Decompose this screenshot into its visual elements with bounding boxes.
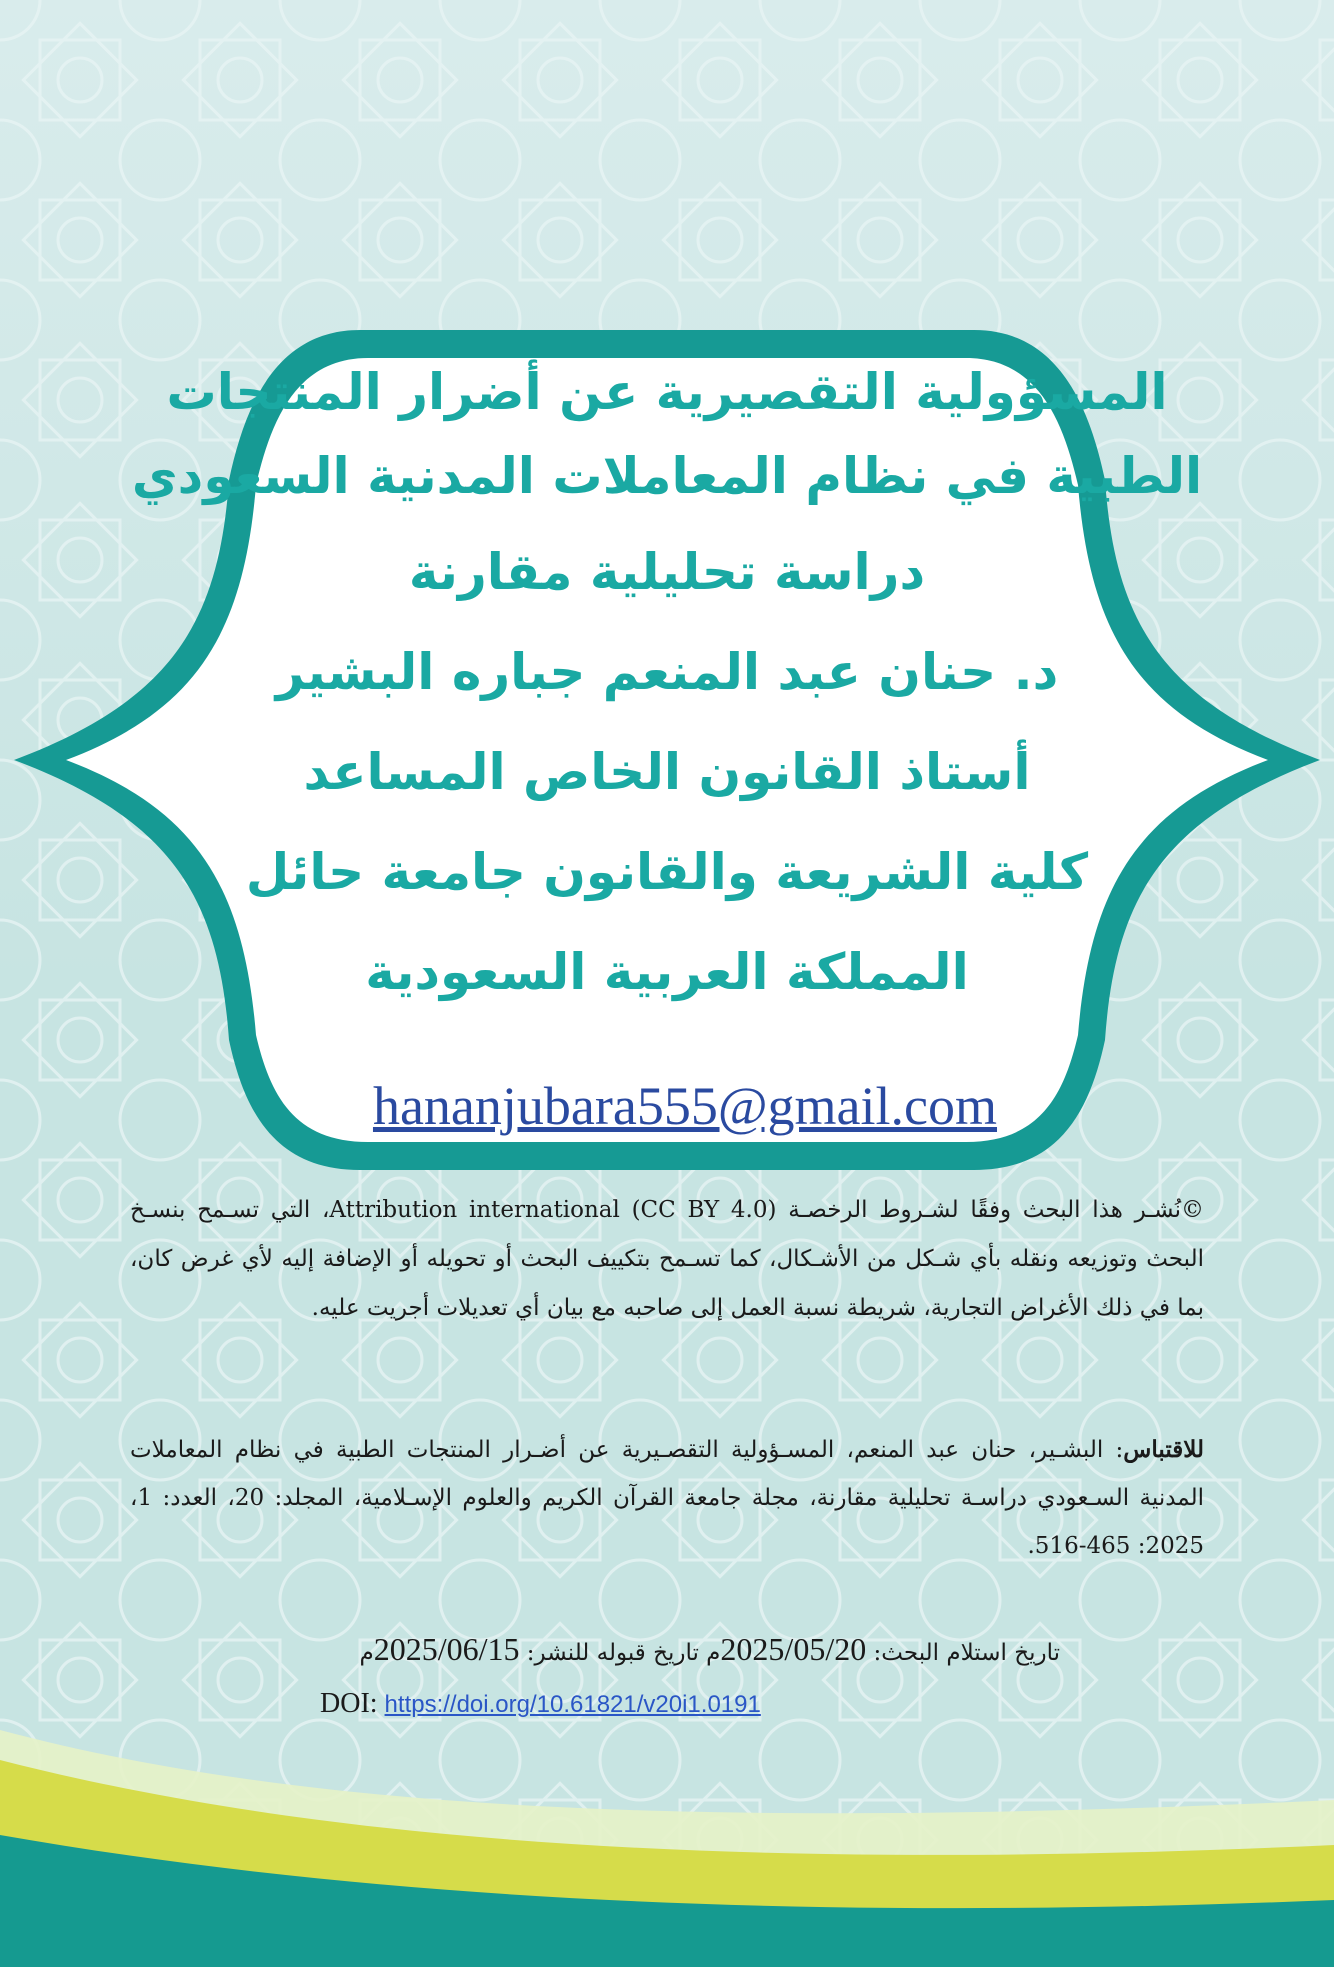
citation-label: للاقتباس (1123, 1436, 1204, 1463)
article-title-line-1: المسؤولية التقصيرية عن أضرار المنتجات (166, 363, 1168, 421)
author-college: كلية الشريعة والقانون جامعة حائل (245, 843, 1089, 901)
author-email-link[interactable]: hananjubara555@gmail.com (372, 1076, 998, 1136)
submission-dates (240, 1624, 1060, 1678)
author-position: أستاذ القانون الخاص المساعد (303, 743, 1031, 801)
citation-text: : البشـير، حنان عبد المنعم، المسـؤولية التقصـيرية عن أضـرار المنتجات الطبية في نظام المعاملات المدنية السـعودي دراسـة تحليلية مقارنة، مجلة جامعة القرآن الكريم والعلوم الإسـلامية، المجلد: 20، العدد: 1، 2025: 465-516. (130, 1437, 1205, 1559)
doi-line (320, 1684, 1020, 1725)
author-name: د. حنان عبد المنعم جباره البشير (275, 643, 1059, 701)
article-subtitle: دراسة تحليلية مقارنة (408, 543, 926, 601)
title-block (130, 360, 1204, 1040)
received-label: تاريخ استلام البحث: (866, 1640, 1060, 1666)
received-date: 2025/05/20 (720, 1631, 867, 1667)
accepted-date: 2025/06/15 (373, 1631, 520, 1667)
license-paragraph: ©نُشـر هذا البحث وفقًا لشـروط الرخصـة (Attribution international (CC BY 4.0، التي تسـمح بنسـخ البحث وتوزيعه ونقله بأي شـكل من الأشـكال، كما تسـمح بتكييف البحث أو تحويله أو الإضافة إليه لأي غرض كان، بما في ذلك الأغراض التجارية، شريطة نسبة العمل إلى صاحبه مع بيان أي تعديلات أجريت عليه. (130, 1197, 1204, 1321)
author-country: المملكة العربية السعودية (365, 943, 969, 1001)
doi-label: DOI: (320, 1688, 385, 1719)
received-suffix: م (698, 1640, 721, 1666)
citation-paragraph (130, 1426, 1204, 1570)
doi-link[interactable]: https://doi.org/10.61821/v20i1.0191 (384, 1691, 761, 1718)
accepted-label: تاريخ قبوله للنشر: (519, 1640, 699, 1666)
accepted-suffix: م (359, 1640, 374, 1666)
article-title-line-2: الطبية في نظام المعاملات المدنية السعودي (131, 447, 1203, 505)
